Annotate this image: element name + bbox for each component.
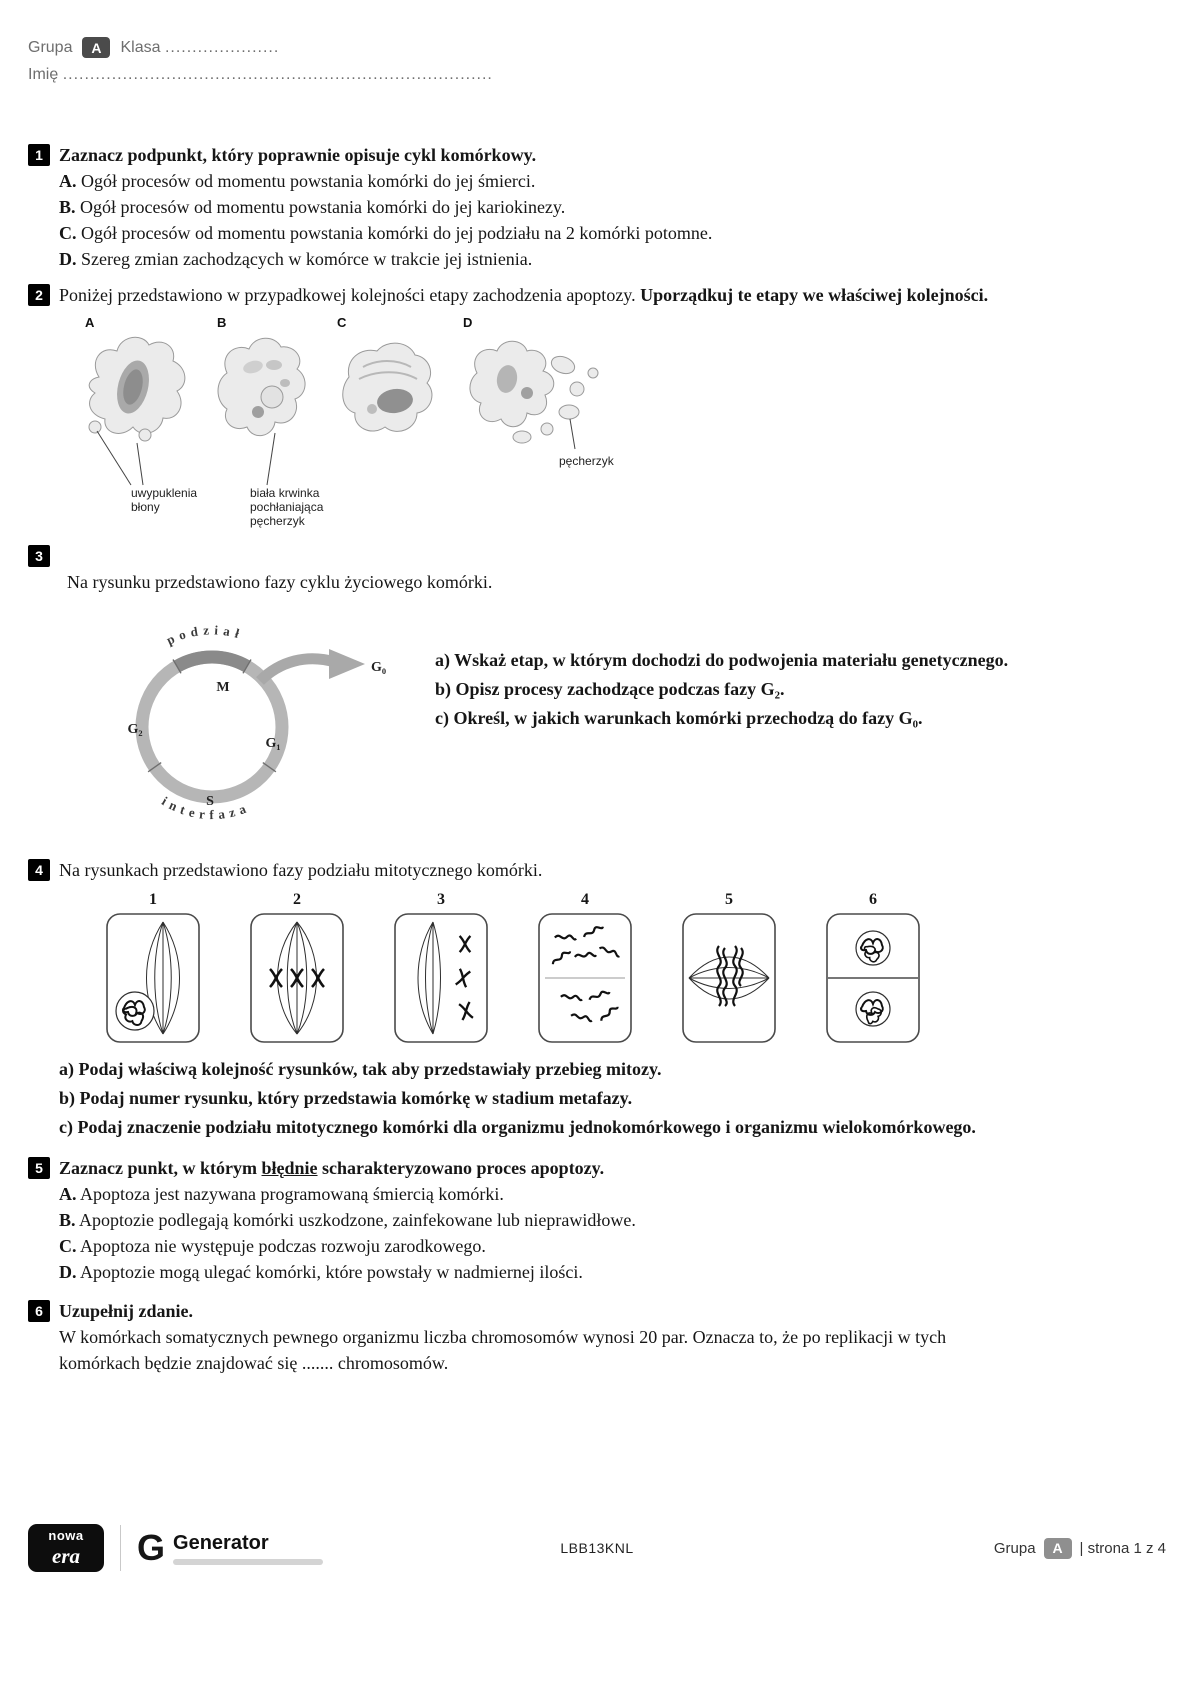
question-6 bbox=[28, 1298, 1160, 1376]
question-3-sub-b: b) Opisz procesy zachodzące podczas fazy G₂. bbox=[435, 678, 785, 699]
nowa-era-logo bbox=[28, 1524, 104, 1572]
question-3-sub-a: a) Wskaż etap, w którym dochodzi do podwojenia materiału genetycznego. bbox=[435, 649, 1009, 670]
footer-divider bbox=[120, 1525, 121, 1571]
arc-label-podzial: podział bbox=[164, 621, 246, 648]
footer-grupa-label: Grupa bbox=[993, 1539, 1036, 1557]
mitosis-panel-4 bbox=[537, 891, 633, 1044]
question-3-sub-c: c) Określ, w jakich warunkach komórki przechodzą do fazy G₀. bbox=[435, 707, 923, 728]
imie-fill-in-line: ............................................................................... bbox=[62, 65, 493, 83]
question-1-option-a: A. Ogół procesów od momentu powstania komórki do jej śmierci. bbox=[59, 171, 536, 192]
question-6-heading: Uzupełnij zdanie. bbox=[59, 1300, 194, 1321]
phase-label-s: S bbox=[206, 793, 214, 809]
panel-number-5: 5 bbox=[725, 890, 733, 908]
mitosis-drawing-6 bbox=[825, 912, 921, 1044]
panel-number-6: 6 bbox=[869, 890, 877, 908]
mitosis-drawing-4 bbox=[537, 912, 633, 1044]
question-5-option-b: B. Apoptozie podlegają komórki uszkodzone, zainfekowane lub nieprawidłowe. bbox=[59, 1210, 636, 1231]
mitosis-panel-6 bbox=[825, 891, 921, 1044]
phase-label-g1: G₁ bbox=[265, 735, 281, 751]
generator-label: Generator bbox=[173, 1531, 269, 1554]
imie-label: Imię ............................................................................... bbox=[28, 65, 493, 83]
mitosis-drawing-5 bbox=[681, 912, 777, 1044]
generator-logo bbox=[137, 1527, 323, 1569]
question-1-option-b: B. Ogół procesów od momentu powstania komórki do jej kariokinezy. bbox=[59, 197, 566, 218]
phase-label-g2: G₂ bbox=[127, 721, 143, 737]
question-5-option-a: A. Apoptoza jest nazywana programowaną śmiercią komórki. bbox=[59, 1184, 504, 1205]
question-4-subquestions bbox=[59, 1056, 979, 1140]
g0-exit-arrow bbox=[260, 658, 335, 680]
brand-line1: nowa bbox=[48, 1527, 84, 1543]
generator-g-icon: G bbox=[137, 1527, 166, 1568]
question-4-prompt: Na rysunkach przedstawiono fazy podziału mitotycznego komórki. bbox=[59, 859, 543, 880]
annotation-membrane-blebs-line2: błony bbox=[131, 499, 160, 514]
question-5 bbox=[28, 1155, 1160, 1285]
question-4-sub-a: a) Podaj właściwą kolejność rysunków, tak aby przedstawiały przebieg mitozy. bbox=[59, 1058, 662, 1079]
annotation-membrane-blebs-line1: uwypuklenia bbox=[131, 485, 198, 500]
generator-tagline bbox=[173, 1559, 323, 1565]
question-5-prompt: Zaznacz punkt, w którym błędnie scharakteryzowano proces apoptozy. bbox=[59, 1158, 605, 1179]
annotation-white-cell-line1: biała krwinka bbox=[250, 485, 320, 500]
question-5-option-c: C. Apoptoza nie występuje podczas rozwoju zarodkowego. bbox=[59, 1236, 486, 1257]
panel-number-3: 3 bbox=[437, 890, 445, 908]
question-5-option-d: D. Apoptozie mogą ulegać komórki, które powstały w nadmiernej ilości. bbox=[59, 1262, 583, 1283]
header-row-grupa bbox=[28, 34, 1160, 61]
question-1-option-c: C. Ogół procesów od momentu powstania komórki do jej podziału na 2 komórki potomne. bbox=[59, 223, 713, 244]
question-3-subquestions bbox=[435, 647, 1008, 843]
apoptosis-stages-figure bbox=[75, 315, 675, 530]
question-3-prompt: Na rysunku przedstawiono fazy cyklu życiowego komórki. bbox=[67, 571, 493, 592]
worksheet-code: LBB13KNL bbox=[560, 1540, 634, 1556]
arc-label-interfaza: interfaza bbox=[159, 792, 253, 822]
question-6-number: 6 bbox=[28, 1300, 50, 1322]
apoptosis-cell-c-drawing bbox=[343, 343, 432, 431]
apoptosis-cell-d-drawing bbox=[470, 341, 598, 443]
grupa-badge: A bbox=[82, 37, 110, 58]
question-1-number: 1 bbox=[28, 144, 50, 166]
underlined-word: błędnie bbox=[261, 1158, 318, 1179]
mitosis-drawing-1 bbox=[105, 912, 201, 1044]
apoptosis-cell-b-drawing bbox=[218, 338, 305, 435]
footer-page-number: | strona 1 z 4 bbox=[1079, 1539, 1166, 1557]
mitosis-panel-1 bbox=[105, 891, 201, 1044]
klasa-label: Klasa ..................... bbox=[120, 38, 280, 56]
question-5-options bbox=[59, 1181, 1160, 1285]
header bbox=[28, 34, 1160, 88]
question-5-number: 5 bbox=[28, 1157, 50, 1179]
mitosis-panel-3 bbox=[393, 891, 489, 1044]
footer bbox=[28, 1524, 1166, 1572]
cell-label-c: C bbox=[337, 314, 347, 330]
question-4-sub-c: c) Podaj znaczenie podziału mitotycznego komórki dla organizmu jednokomórkowego i organizmu wielokomórkowego. bbox=[59, 1116, 976, 1137]
brand-line2: era bbox=[52, 1543, 80, 1568]
question-3-number: 3 bbox=[28, 545, 50, 567]
question-4-sub-b: b) Podaj numer rysunku, który przedstawia komórkę w stadium metafazy. bbox=[59, 1087, 633, 1108]
footer-page-info bbox=[994, 1538, 1166, 1559]
mitosis-panel-5 bbox=[681, 891, 777, 1044]
question-6-body: W komórkach somatycznych pewnego organizmu liczba chromosomów wynosi 20 par. Oznacza to, że po replikacji w tych komórkach będzie znajdować się ....... chromosomów. bbox=[59, 1326, 947, 1373]
klasa-fill-in-line: ..................... bbox=[164, 38, 280, 56]
grupa-label: Grupa bbox=[28, 38, 73, 56]
m-phase-segment bbox=[177, 657, 247, 666]
question-4-number: 4 bbox=[28, 859, 50, 881]
mitosis-stages-figure bbox=[105, 891, 1160, 1044]
panel-number-1: 1 bbox=[149, 890, 157, 908]
cell-label-b: B bbox=[217, 314, 227, 330]
header-row-imie bbox=[28, 61, 1160, 88]
annotation-pointer-lines bbox=[97, 419, 575, 485]
cell-label-d: D bbox=[463, 314, 473, 330]
mitosis-panel-2 bbox=[249, 891, 345, 1044]
mitosis-drawing-3 bbox=[393, 912, 489, 1044]
apoptosis-cell-a-drawing bbox=[89, 337, 185, 441]
question-2-prompt: Poniżej przedstawiono w przypadkowej kolejności etapy zachodzenia apoptozy. Uporządkuj te etapy we właściwej kolejności. bbox=[59, 285, 989, 306]
annotation-white-cell-line2: pochłaniająca bbox=[250, 499, 324, 514]
footer-grupa-badge: A bbox=[1044, 1538, 1072, 1559]
question-1-options bbox=[59, 168, 1160, 272]
phase-label-g0: G₀ bbox=[371, 659, 387, 675]
question-1 bbox=[28, 142, 1160, 272]
panel-number-2: 2 bbox=[293, 890, 301, 908]
question-2 bbox=[28, 282, 1160, 534]
cell-cycle-diagram bbox=[77, 605, 407, 843]
panel-number-4: 4 bbox=[581, 890, 589, 908]
annotation-vesicle: pęcherzyk bbox=[559, 453, 614, 468]
question-4 bbox=[28, 857, 1160, 1143]
question-3 bbox=[28, 543, 1160, 843]
question-1-prompt: Zaznacz podpunkt, który poprawnie opisuje cykl komórkowy. bbox=[59, 145, 537, 165]
cell-label-a: A bbox=[85, 314, 95, 330]
annotation-white-cell-line3: pęcherzyk bbox=[250, 513, 305, 528]
mitosis-drawing-2 bbox=[249, 912, 345, 1044]
question-2-number: 2 bbox=[28, 284, 50, 306]
phase-label-m: M bbox=[216, 679, 230, 695]
question-1-option-d: D. Szereg zmian zachodzących w komórce w trakcie jej istnienia. bbox=[59, 249, 533, 270]
g0-arrowhead-icon bbox=[329, 649, 365, 679]
